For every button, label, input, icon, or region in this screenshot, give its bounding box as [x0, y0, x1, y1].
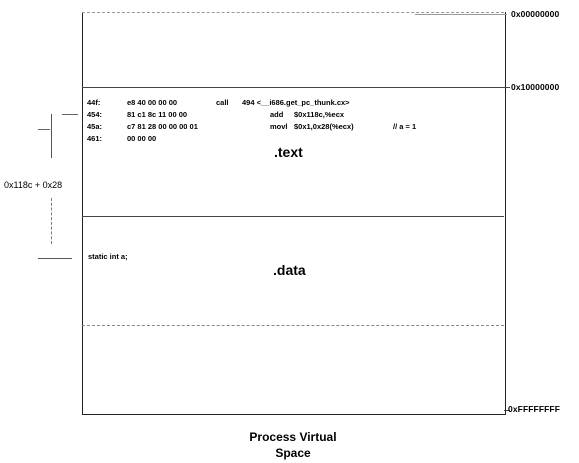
data-segment-label: .data	[273, 262, 306, 278]
asm-args: $0x1,0x28(%ecx)	[294, 122, 354, 131]
asm-op: add	[270, 110, 284, 119]
asm-op: movl	[270, 122, 288, 131]
asm-offset: 461:	[87, 134, 103, 143]
asm-bytes: 00 00 00	[127, 134, 157, 143]
text-segment-top-line	[82, 87, 504, 88]
asm-offset: 44f:	[87, 98, 101, 107]
static-variable-declaration: static int a;	[88, 252, 128, 261]
offset-label: 0x118c + 0x28	[4, 180, 63, 190]
asm-args: $0x118c,%ecx	[294, 110, 345, 119]
asm-bytes: e8 40 00 00 00	[127, 98, 178, 107]
text-address-leader	[504, 87, 510, 88]
caption-line-2: Space	[275, 446, 311, 460]
asm-offset: 454:	[87, 110, 103, 119]
asm-bytes: 81 c1 8c 11 00 00	[127, 110, 188, 119]
box-top-edge	[82, 12, 504, 13]
asm-bytes: c7 81 28 00 00 00 01	[127, 122, 198, 131]
asm-comment: // a = 1	[393, 122, 417, 131]
offset-bracket-top-tick	[38, 129, 50, 130]
process-memory-box	[82, 12, 506, 415]
offset-end-tick	[38, 258, 72, 259]
offset-bracket-lower	[51, 198, 52, 244]
text-data-boundary-line	[82, 216, 504, 217]
text-segment-label: .text	[274, 144, 303, 160]
top-address-leader	[415, 14, 507, 15]
offset-start-tick	[62, 114, 78, 115]
data-segment-bottom-line	[82, 325, 504, 326]
asm-args: 494 <__i686.get_pc_thunk.cx>	[242, 98, 350, 107]
address-bottom: 0xFFFFFFFF	[508, 404, 560, 414]
asm-op: call	[216, 98, 229, 107]
caption-line-1: Process Virtual	[249, 430, 337, 444]
address-text-start: 0x10000000	[511, 82, 560, 92]
address-top: 0x00000000	[511, 9, 560, 19]
offset-bracket-upper	[51, 114, 52, 158]
asm-offset: 45a:	[87, 122, 103, 131]
